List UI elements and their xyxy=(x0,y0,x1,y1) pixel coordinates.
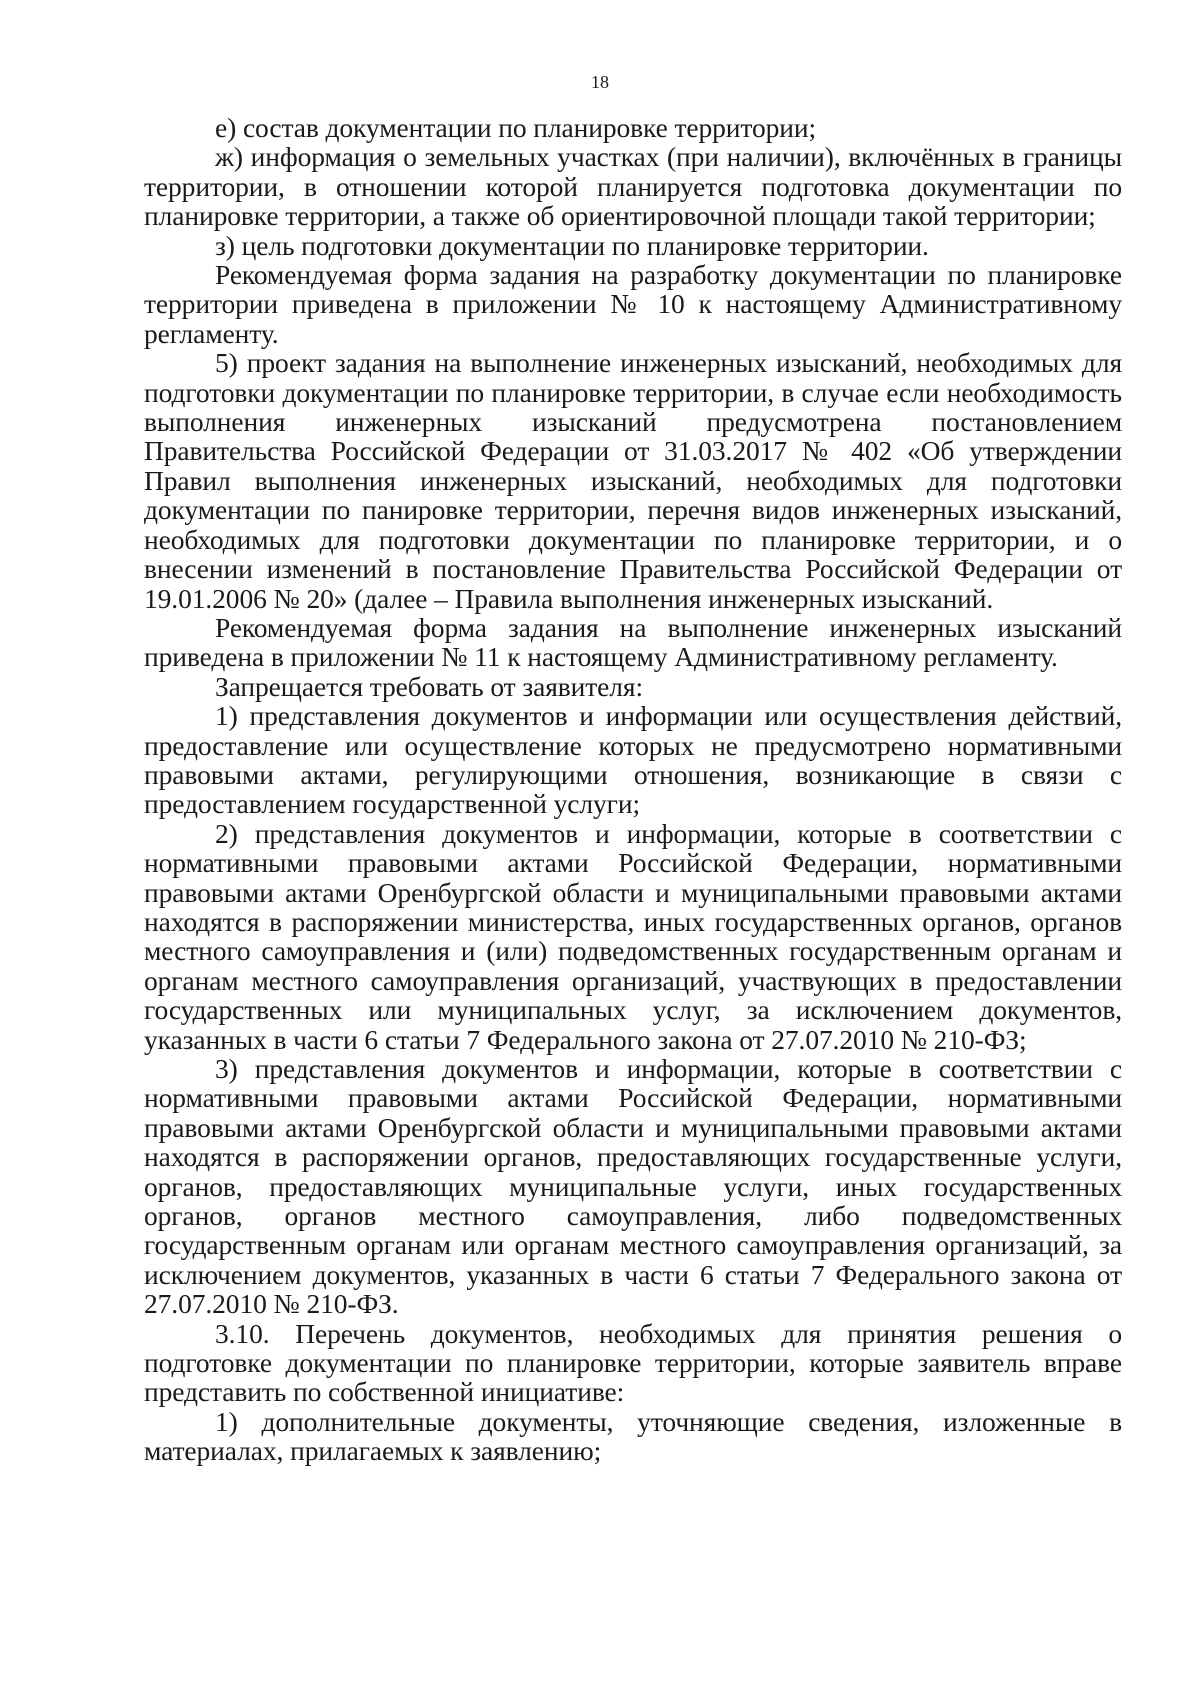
paragraph-zh: ж) информация о земельных участках (при наличии), включённых в границы территории, в отношении которой планируется подготовка документации по планировке территории, а также об ориентировочной площади такой территории; xyxy=(144,141,1122,232)
document-body xyxy=(144,113,1122,1466)
paragraph-z: з) цель подготовки документации по планировке территории. xyxy=(215,229,929,261)
paragraph-section-3-10-item-1: 1) дополнительные документы, уточняющие сведения, изложенные в материалах, прилагаемых к заявлению; xyxy=(144,1405,1122,1467)
paragraph-item-5: 5) проект задания на выполнение инженерных изысканий, необходимых для подготовки документации по планировке территории, в случае если необходимость выполнения инженерных изысканий предусмотрена постановлением Правительства Российской Федерации от 31.03.2017 № 402 «Об утверждении Правил выполнения инженерных изысканий, необходимых для подготовки документации по панировке территории, перечня видов инженерных изысканий, необходимых для подготовки документации по планировке территории, и о внесении изменений в постановление Правительства Российской Федерации от 19.01.2006 № 20» (далее – Правила выполнения инженерных изысканий. xyxy=(144,347,1122,614)
paragraph-e: е) состав документации по планировке территории; xyxy=(215,112,817,143)
paragraph-prohibited-1: 1) представления документов и информации или осуществления действий, предоставление или осуществление которых не предусмотрено нормативными правовыми актами, регулирующими отношения, возникающие в связи с предоставлением государственной услуги; xyxy=(144,700,1122,820)
paragraph-prohibited-2: 2) представления документов и информации, которые в соответствии с нормативными правовыми актами Российской Федерации, нормативными правовыми актами Оренбургской области и муниципальными правовыми актами находятся в распоряжении министерства, иных государственных органов, органов местного самоуправления и (или) подведомственных государственным органам и органам местного самоуправления организаций, участвующих в предоставлении государственных или муниципальных услуг, за исключением документов, указанных в части 6 статьи 7 Федерального закона от 27.07.2010 № 210-ФЗ; xyxy=(144,817,1122,1055)
paragraph-prohibited: Запрещается требовать от заявителя: xyxy=(215,670,644,702)
paragraph-prohibited-3: 3) представления документов и информации, которые в соответствии с нормативными правовыми актами Российской Федерации, нормативными правовыми актами Оренбургской области и муниципальными правовыми актами находятся в распоряжении органов, предоставляющих государственные услуги, органов, предоставляющих муниципальные услуги, иных государственных органов, органов местного самоуправления, либо подведомственных государственным органам или органам местного самоуправления организаций, за исключением документов, указанных в части 6 статьи 7 Федерального закона от 27.07.2010 № 210-ФЗ. xyxy=(144,1053,1122,1320)
paragraph-recommended-form-11: Рекомендуемая форма задания на выполнение инженерных изысканий приведена в приложении № 11 к настоящему Административному регламенту. xyxy=(144,611,1122,673)
paragraph-recommended-form-10: Рекомендуемая форма задания на разработку документации по планировке территории приведена в приложении № 10 к настоящему Административному регламенту. xyxy=(144,259,1122,349)
paragraph-section-3-10: 3.10. Перечень документов, необходимых для принятия решения о подготовке документации по планировке территории, которые заявитель вправе представить по собственной инициативе: xyxy=(144,1317,1122,1408)
page-number: 18 xyxy=(591,72,609,92)
